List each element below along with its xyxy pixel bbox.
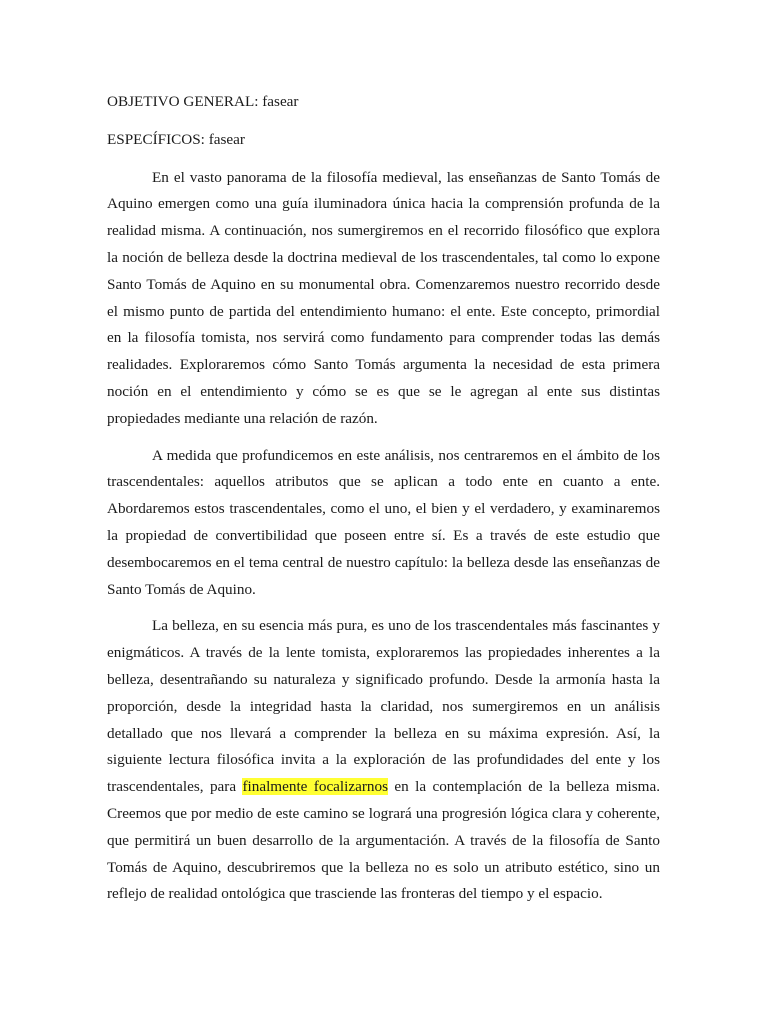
- paragraph-3: [107, 613, 660, 908]
- paragraph-1: En el vasto panorama de la filosofía medieval, las enseñanzas de Santo Tomás de Aquino emergen como una guía iluminadora única hacia la comprensión profunda de la realidad misma. A continuación, nos sumergiremos en el recorrido filosófico que explora la noción de belleza desde la doctrina medieval de los trascendentales, tal como lo expone Santo Tomás de Aquino en su monumental obra. Comenzaremos nuestro recorrido desde el mismo punto de partida del entendimiento humano: el ente. Este concepto, primordial en la filosofía tomista, nos servirá como fundamento para comprender todas las demás realidades. Exploraremos cómo Santo Tomás argumenta la necesidad de esta primera noción en el entendimiento y cómo se es que se le agregan al ente sus distintas propiedades mediante una relación de razón.: [107, 168, 660, 427]
- highlighted-text: finalmente focalizarnos: [242, 778, 389, 796]
- document-body: [107, 89, 660, 918]
- objective-general-line: OBJETIVO GENERAL: fasear: [107, 93, 299, 110]
- paragraph-3-before: La belleza, en su esencia más pura, es uno de los trascendentales más fascinantes y enigmáticos. A través de la lente tomista, exploraremos las propiedades inherentes a la belleza, desentrañando su naturaleza y significado profundo. Desde la armonía hasta la proporción, desde la integridad hasta la claridad, nos sumergiremos en un análisis detallado que nos llevará a comprender la belleza en su máxima expresión. Así, la siguiente lectura filosófica invita a la exploración de las profundidades del ente y los trascendentales, para: [107, 617, 660, 796]
- paragraph-3-after: en la contemplación de la belleza misma. Creemos que por medio de este camino se logrará una progresión lógica clara y coherente, que permitirá un buen desarrollo de la argumentación. A través de la filosofía de Santo Tomás de Aquino, descubriremos que la belleza no es solo un atributo estético, sino un reflejo de realidad ontológica que trasciende las fronteras del tiempo y el espacio.: [107, 778, 660, 903]
- paragraph-2: A medida que profundicemos en este análisis, nos centraremos en el ámbito de los trascendentales: aquellos atributos que se aplican a todo ente en cuanto a ente. Abordaremos estos trascendentales, como el uno, el bien y el verdadero, y examinaremos la propiedad de convertibilidad que poseen entre sí. Es a través de este estudio que desembocaremos en el tema central de nuestro capítulo: la belleza desde las enseñanzas de Santo Tomás de Aquino.: [107, 446, 660, 598]
- objective-specific-line: ESPECÍFICOS: fasear: [107, 130, 245, 148]
